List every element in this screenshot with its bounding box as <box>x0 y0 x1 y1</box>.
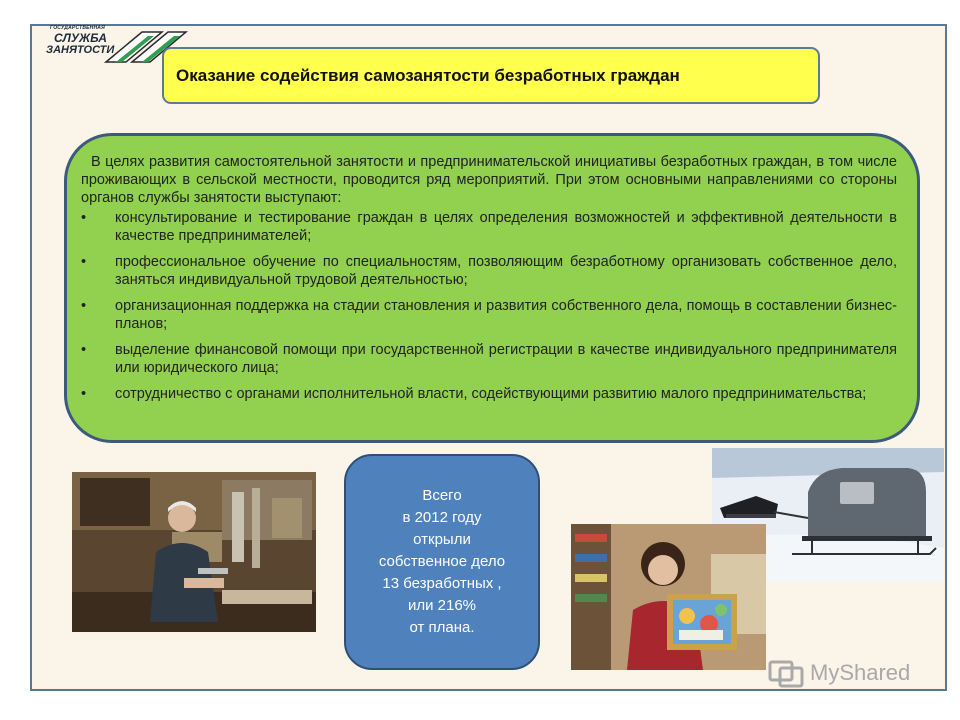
list-item <box>81 341 897 377</box>
page-title: Оказание содействия самозанятости безработных граждан <box>176 65 680 85</box>
list-item-text: консультирование и тестирование граждан в целях определения возможностей и эффективной деятельности в качестве предпринимателей; <box>115 210 897 244</box>
panel-intro: В целях развития самостоятельной занятости и предпринимательской инициативы безработных граждан, в том числе проживающих в сельской местности, проводится ряд мероприятий. При этом основными направлениями со стороны органов службы занятости выступают: <box>81 154 897 206</box>
title-box <box>162 47 820 104</box>
bullet-icon: • <box>81 298 87 314</box>
list-item <box>81 385 897 403</box>
list-item <box>81 209 897 245</box>
stats-line-7: от плана. <box>409 619 475 636</box>
logo-line-1: ГОСУДАРСТВЕННАЯ <box>50 25 105 31</box>
list-item <box>81 297 897 333</box>
stats-line-4: собственное дело <box>378 553 506 570</box>
stats-box <box>344 454 540 670</box>
stats-line-3: открыли <box>413 531 471 548</box>
list-item-text: сотрудничество с органами исполнительной власти, содействующими развитию малого предпринимательства; <box>115 386 867 402</box>
list-item-text: выделение финансовой помощи при государственной регистрации в качестве индивидуального предпринимателя или юридического лица; <box>115 342 897 376</box>
stats-line-5: 13 безработных , <box>382 575 502 592</box>
watermark <box>768 655 910 691</box>
measures-list <box>81 209 897 403</box>
stats-line-6: или 216% <box>407 597 477 614</box>
stats-line-1: Всего <box>422 487 462 504</box>
logo-line-2: СЛУЖБА <box>54 31 107 45</box>
bullet-icon: • <box>81 254 87 270</box>
list-item-text: организационная поддержка на стадии становления и развития собственного дела, помощь в составлении бизнес-планов; <box>115 298 897 332</box>
bullet-icon: • <box>81 210 87 226</box>
measures-panel <box>64 133 920 443</box>
bullet-icon: • <box>81 386 87 402</box>
list-item-text: профессиональное обучение по специальностям, позволяющим безработному организовать собственное дело, заняться индивидуальной трудовой деятельностью; <box>115 254 897 288</box>
watermark-logo-icon <box>768 658 804 688</box>
logo-line-3: ЗАНЯТОСТИ <box>46 44 115 56</box>
list-item <box>81 253 897 289</box>
bullet-icon: • <box>81 342 87 358</box>
watermark-text: MyShared <box>810 660 911 685</box>
workshop-photo <box>72 472 316 632</box>
stats-line-2: в 2012 году <box>402 509 482 526</box>
woman-with-artwork-photo <box>571 524 766 670</box>
